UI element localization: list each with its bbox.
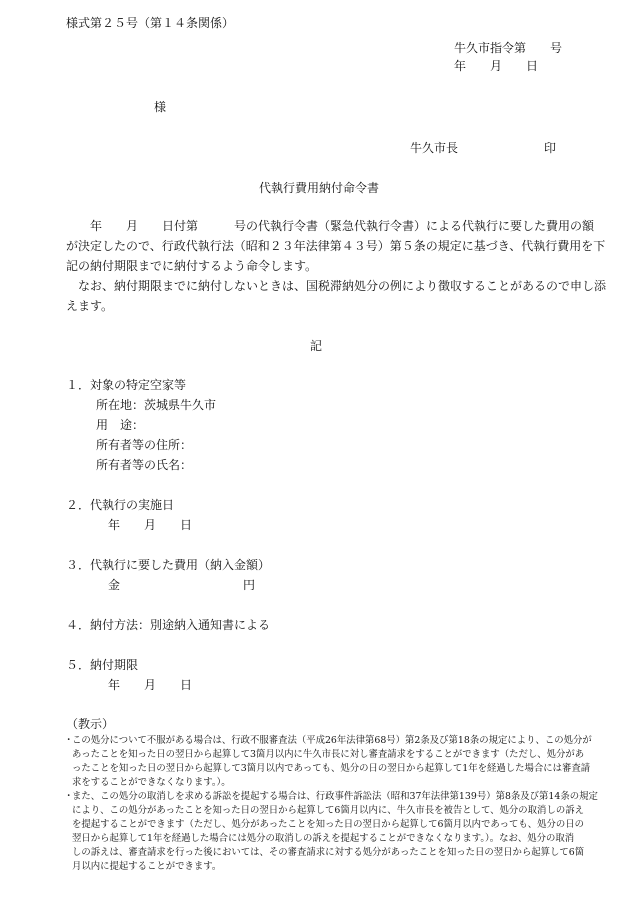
notice-line: この処分について不服がある場合は、行政不服審査法（平成26年法律第68号）第2条及び第18条の規定により、この処分が xyxy=(72,735,592,746)
body-line: えます。 xyxy=(66,299,114,313)
notice-line: を提起することができます（ただし、処分があったことを知った日の翌日から起算して6箇月以内であっても、処分の日の xyxy=(72,819,585,830)
body-line: が決定したので、行政代執行法（昭和２３年法律第４３号）第５条の規定に基づき、代執行費用を下 xyxy=(66,239,606,253)
notice-bullet: ・ xyxy=(64,791,74,802)
item5-heading: ５．納付期限 xyxy=(66,658,139,672)
notice-line: により、この処分があったことを知った日の翌日から起算して6箇月以内に、牛久市長を被告として、処分の取消しの訴え xyxy=(72,805,584,816)
notice-line: 翌日から起算して1年を経過した場合には処分の取消しの訴えを提起することができなくなります。）。なお、処分の取消 xyxy=(72,833,575,844)
item3-heading: ３．代執行に要した費用（納入金額） xyxy=(66,558,271,572)
item2-date: 年 月 日 xyxy=(108,518,193,532)
notice-line: 求をすることができなくなります。）。 xyxy=(72,777,231,788)
notice-line: 月以内に提起することができます。 xyxy=(72,861,222,872)
ki-marker: 記 xyxy=(310,339,323,353)
item3-kin: 金 xyxy=(108,578,121,592)
document-title: 代執行費用納付命令書 xyxy=(259,181,380,195)
item1-owner-name: 所有者等の氏名： xyxy=(96,458,193,472)
addressee-sama: 様 xyxy=(154,100,167,114)
body-line: 年 月 日付第 号の代執行令書（緊急代執行令書）による代執行に要した費用の額 xyxy=(66,219,595,233)
notice-line: また、この処分の取消しを求める訴訟を提起する場合は、行政事件訴訟法（昭和37年法律第139号）第8条及び第14条の規定 xyxy=(72,791,598,802)
notice-line: ったことを知った日の翌日から起算して3箇月以内であっても、処分の日の翌日から起算して1年を経過した場合には審査請 xyxy=(72,763,591,774)
item3-en: 円 xyxy=(243,578,256,592)
item1-use: 用 途： xyxy=(96,418,145,432)
document-number: 牛久市指令第 号 xyxy=(454,41,563,55)
notice-bullet: ・ xyxy=(64,735,74,746)
item2-heading: ２．代執行の実施日 xyxy=(66,498,175,512)
notice-heading: （教示） xyxy=(66,717,115,731)
body-line: なお、納付期限までに納付しないときは、国税滞納処分の例により徴収することがあるので申し添 xyxy=(78,279,607,293)
issue-date: 年 月 日 xyxy=(454,59,539,73)
body-line: 記の納付期限までに納付するよう命令します。 xyxy=(66,259,318,273)
notice-line: あったことを知った日の翌日から起算して3箇月以内に牛久市長に対し審査請求をすることができます（ただし、処分があ xyxy=(72,749,585,760)
item5-date: 年 月 日 xyxy=(108,678,193,692)
form-label: 様式第２５号（第１４条関係） xyxy=(66,16,235,30)
issuer-name: 牛久市長 xyxy=(410,141,459,155)
item1-heading: １．対象の特定空家等 xyxy=(66,378,187,392)
seal-mark: 印 xyxy=(544,141,557,155)
notice-line: しの訴えは、審査請求を行った後においては、その審査請求に対する処分があったことを知った日の翌日から起算して6箇 xyxy=(72,847,585,858)
item4-heading: ４．納付方法：別途納入通知書による xyxy=(66,618,271,632)
item1-location: 所在地：茨城県牛久市 xyxy=(96,398,217,412)
item1-owner-address: 所有者等の住所： xyxy=(96,438,193,452)
